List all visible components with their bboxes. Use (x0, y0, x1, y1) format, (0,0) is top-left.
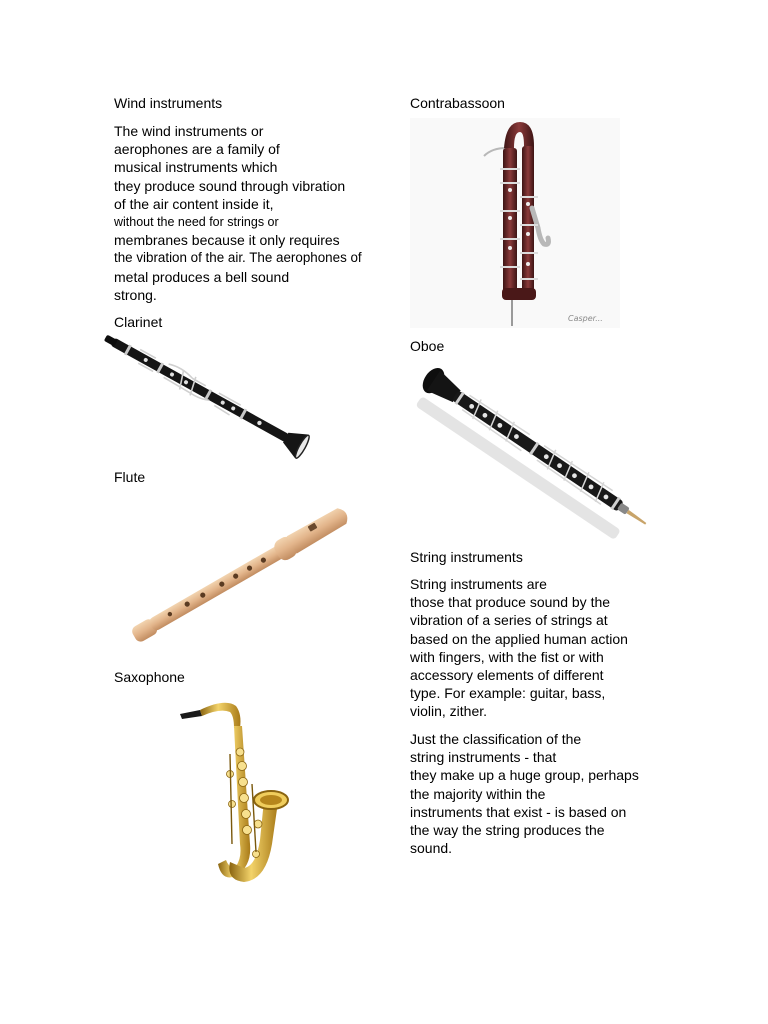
text-line: violin, zither. (410, 703, 488, 720)
text-line: based on the applied human action (410, 630, 628, 647)
text-line: sound. (410, 840, 453, 857)
text-line: instruments that exist - is based on (410, 803, 627, 820)
text-line: String instruments are (410, 576, 547, 592)
string-instruments-paragraph-2 (410, 730, 660, 857)
text-line: the vibration of the air. The aerophones of (114, 250, 362, 266)
saxophone-label: Saxophone (114, 669, 185, 685)
saxophone-image (170, 694, 300, 886)
text-line: musical instruments which (114, 159, 278, 176)
text-line: the majority within the (410, 785, 546, 802)
text-line: with fingers, with the fist or with (410, 648, 604, 665)
flute-image (120, 498, 360, 648)
text-line: they produce sound through vibration (114, 177, 346, 194)
wind-instruments-paragraph (114, 122, 384, 304)
text-line: accessory elements of different (410, 667, 604, 684)
text-line: type. For example: guitar, bass, (410, 685, 606, 702)
string-instruments-heading: String instruments (410, 549, 523, 565)
text-line: aerophones are a family of (114, 141, 280, 158)
oboe-image (416, 362, 660, 540)
text-line: strong. (114, 286, 157, 303)
text-line: without the need for strings or (114, 215, 279, 230)
clarinet-label: Clarinet (114, 314, 163, 330)
flute-label: Flute (114, 469, 146, 485)
text-line: they make up a huge group, perhaps (410, 767, 639, 784)
contrabassoon-label: Contrabassoon (410, 95, 505, 111)
text-line: vibration of a series of strings at (410, 612, 608, 629)
oboe-label: Oboe (410, 338, 445, 354)
contrabassoon-image (410, 118, 620, 328)
watermark: Casper... (568, 314, 603, 323)
text-line: the way the string produces the (410, 822, 605, 839)
text-line: of the air content inside it, (114, 195, 274, 212)
text-line: The wind instruments or (114, 123, 264, 139)
text-line: string instruments - that (410, 749, 557, 766)
text-line: Just the classification of the (410, 731, 582, 747)
clarinet-image (110, 336, 330, 462)
wind-instruments-heading: Wind instruments (114, 95, 223, 111)
text-line: metal produces a bell sound (114, 268, 290, 285)
text-line: membranes because it only requires (114, 232, 340, 249)
string-instruments-paragraph-1 (410, 575, 660, 721)
text-line: those that produce sound by the (410, 594, 611, 611)
